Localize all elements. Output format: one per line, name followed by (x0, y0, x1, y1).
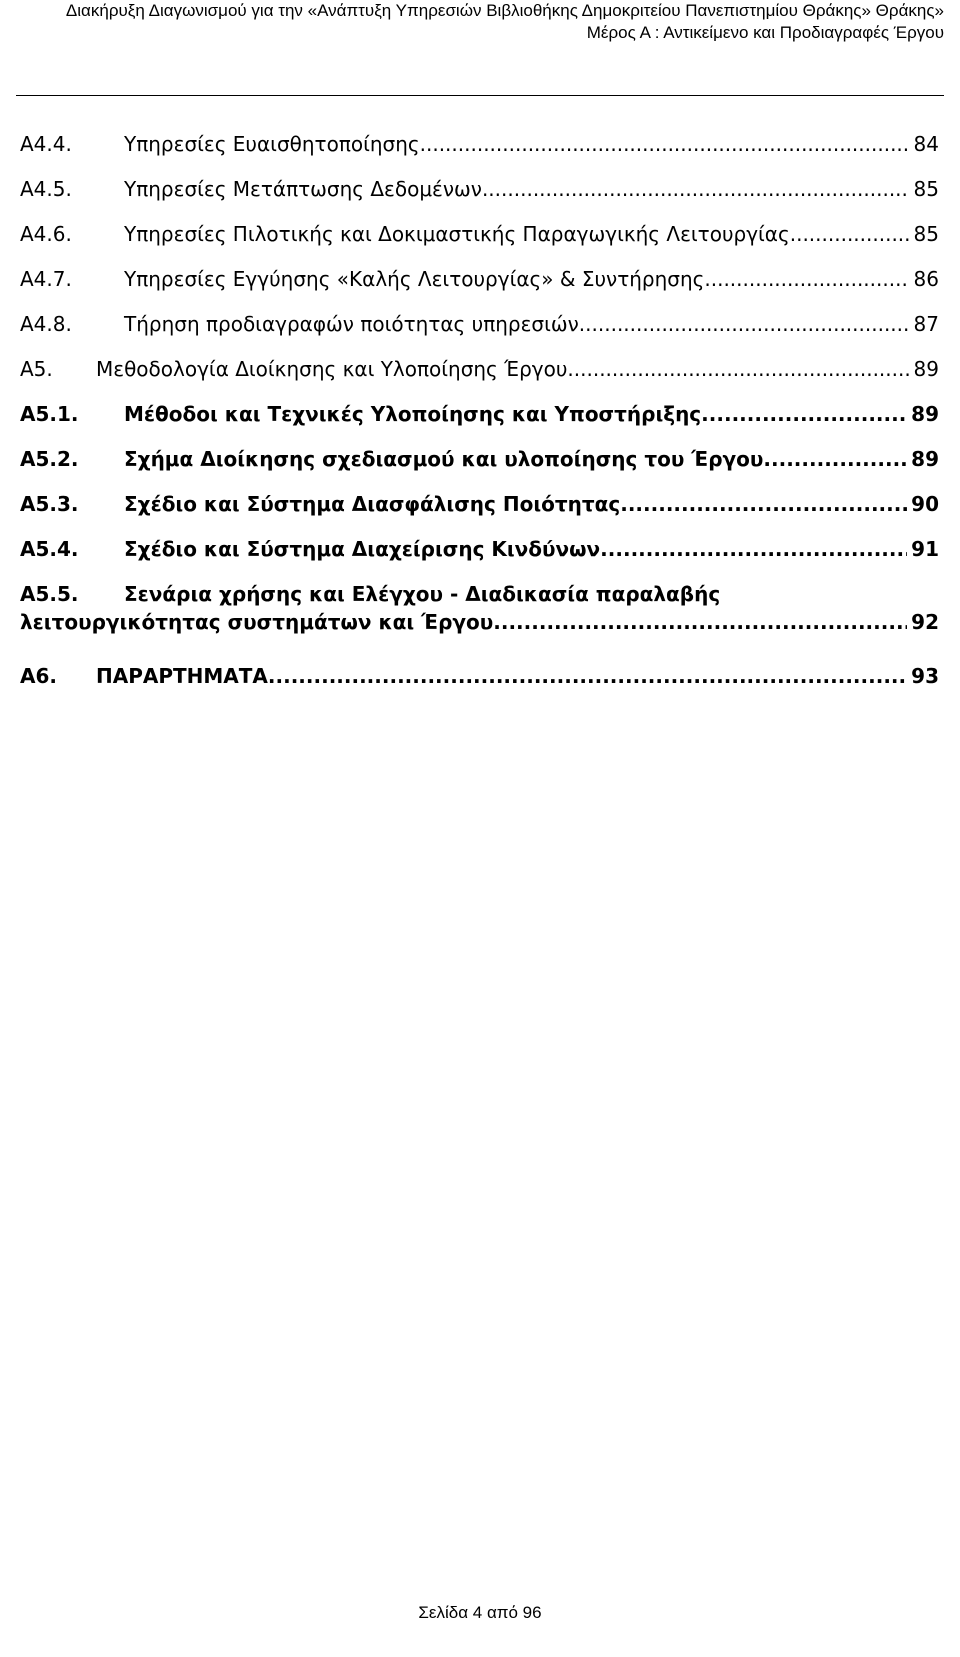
toc-leader-dots (704, 266, 909, 292)
toc-leader-dots (790, 221, 910, 247)
toc-entry-title: ΠΑΡΑΡΤΗΜΑΤΑ (96, 664, 268, 688)
toc-entry-page: 90 (911, 492, 939, 516)
toc-entry-title-continued: λειτουργικότητας συστημάτων και Έργου (20, 610, 494, 634)
toc-leader-dots (268, 663, 907, 689)
toc-entry-page: 87 (913, 312, 939, 336)
toc-entry[interactable] (20, 356, 939, 401)
toc-entry[interactable] (20, 663, 939, 708)
toc-entry-number: Α6. (20, 664, 57, 688)
toc-entry-number: Α5. (20, 357, 53, 381)
toc-entry[interactable] (20, 491, 939, 536)
header-section-title: Μέρος Α : Αντικείμενο και Προδιαγραφές Έργου (586, 23, 944, 42)
toc-entry-title: Σχέδιο και Σύστημα Διαχείρισης Κινδύνων (124, 537, 601, 561)
toc-entry-page: 92 (911, 610, 939, 634)
toc-entry-title: Μέθοδοι και Τεχνικές Υλοποίησης και Υποστήριξης (124, 402, 702, 426)
toc-leader-dots (701, 401, 907, 427)
toc-entry-title: Σχέδιο και Σύστημα Διασφάλισης Ποιότητας (124, 492, 621, 516)
toc-entry-title: Σενάρια χρήσης και Ελέγχου - Διαδικασία παραλαβής (124, 582, 721, 606)
toc-entry-title: Υπηρεσίες Πιλοτικής και Δοκιμαστικής Παραγωγικής Λειτουργίας (124, 222, 790, 246)
toc-entry-number: Α4.5. (20, 177, 72, 201)
toc-entry[interactable] (20, 176, 939, 221)
toc-leader-dots (579, 311, 910, 337)
page-number-label: Σελίδα 4 από 96 (418, 1603, 542, 1622)
toc-leader-dots (763, 446, 907, 472)
toc-entry-number: Α4.7. (20, 267, 72, 291)
toc-entry-page: 93 (911, 664, 939, 688)
toc-entry-title: Υπηρεσίες Ευαισθητοποίησης (124, 132, 420, 156)
toc-entry-page: 84 (913, 132, 939, 156)
header-divider (16, 95, 944, 96)
toc-entry-title: Μεθοδολογία Διοίκησης και Υλοποίησης Έργου (96, 357, 568, 381)
toc-entry-page: 89 (913, 357, 939, 381)
header-document-title: Διακήρυξη Διαγωνισμού για την «Ανάπτυξη Υπηρεσιών Βιβλιοθήκης Δημοκριτείου Πανεπιστημίου Θράκης» Θράκης» (65, 1, 944, 20)
toc-entry[interactable] (20, 311, 939, 356)
toc-entry-number: Α4.8. (20, 312, 72, 336)
toc-entry[interactable] (20, 131, 939, 176)
toc-entry[interactable] (20, 221, 939, 266)
toc-entry-number: Α5.4. (20, 537, 79, 561)
page-header (16, 0, 944, 44)
toc-entry-title: Τήρηση προδιαγραφών ποιότητας υπηρεσιών (124, 312, 579, 336)
toc-entry-title: Υπηρεσίες Μετάπτωσης Δεδομένων (124, 177, 482, 201)
toc-entry[interactable] (20, 401, 939, 446)
toc-entry-page: 89 (911, 447, 939, 471)
toc-entry-title: Υπηρεσίες Εγγύησης «Καλής Λειτουργίας» & Συντήρησης (124, 267, 705, 291)
toc-leader-dots (482, 176, 910, 202)
toc-leader-dots (493, 609, 907, 635)
toc-entry[interactable] (20, 536, 939, 581)
toc-entry-number: Α5.3. (20, 492, 79, 516)
toc-entry-title: Σχήμα Διοίκησης σχεδιασμού και υλοποίησης του Έργου (124, 447, 764, 471)
toc-entry[interactable] (20, 581, 939, 663)
toc-entry[interactable] (20, 446, 939, 491)
toc-leader-dots (620, 491, 907, 517)
toc-entry-page: 89 (911, 402, 939, 426)
toc-entry[interactable] (20, 266, 939, 311)
table-of-contents (20, 131, 939, 708)
toc-leader-dots (567, 356, 909, 382)
toc-leader-dots (420, 131, 910, 157)
toc-entry-number: Α5.2. (20, 447, 79, 471)
page-footer (0, 1603, 960, 1623)
toc-entry-page: 86 (913, 267, 939, 291)
toc-entry-page: 85 (913, 222, 939, 246)
toc-entry-page: 91 (911, 537, 939, 561)
toc-entry-number: Α4.4. (20, 132, 72, 156)
toc-entry-number: Α5.5. (20, 582, 79, 606)
toc-entry-number: Α5.1. (20, 402, 79, 426)
toc-entry-number: Α4.6. (20, 222, 72, 246)
toc-entry-page: 85 (913, 177, 939, 201)
toc-leader-dots (600, 536, 907, 562)
